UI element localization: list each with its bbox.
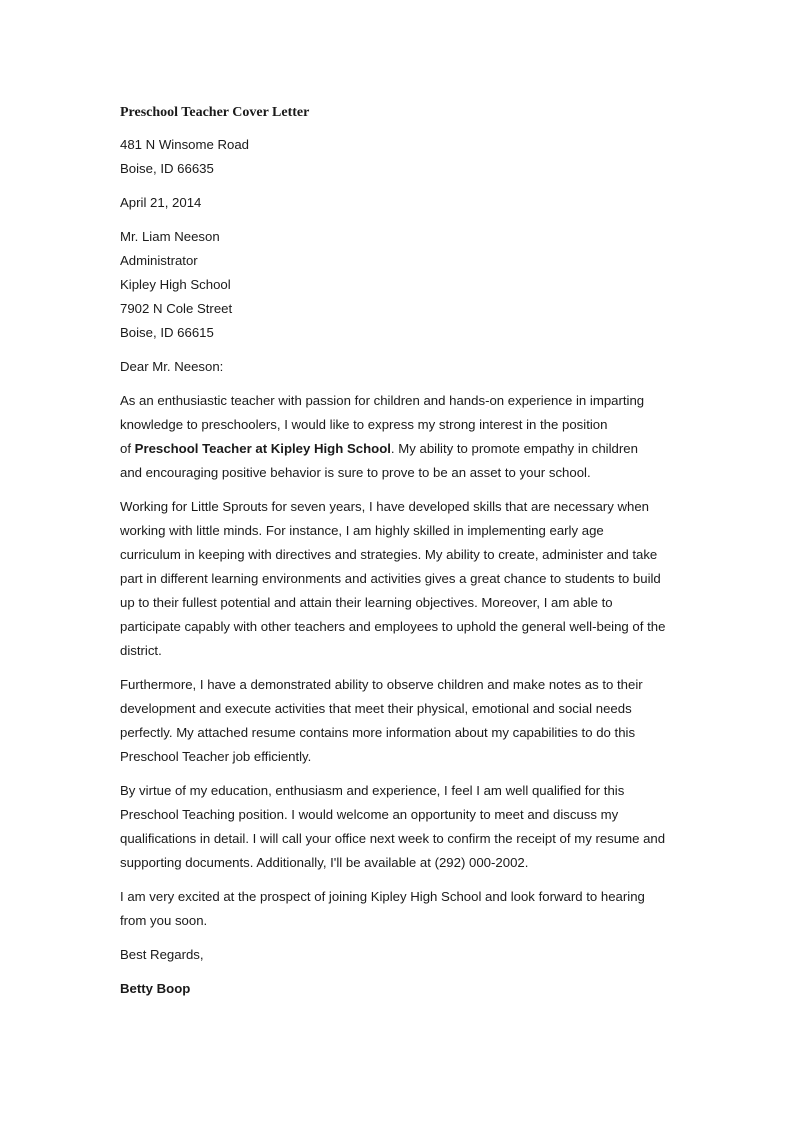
letter-content <box>120 103 668 1011</box>
paragraph-line: working with little minds. For instance, I am highly skilled in implementing early age <box>120 523 604 538</box>
signature-name: Betty Boop <box>120 981 191 996</box>
recipient-line: 7902 N Cole Street <box>120 301 233 316</box>
paragraph-line: Working for Little Sprouts for seven years, I have developed skills that are necessary when <box>120 499 649 514</box>
salutation-text: Dear Mr. Neeson: <box>120 359 224 374</box>
letter-date <box>120 191 668 215</box>
paragraph-line: part in different learning environments and activities gives a great chance to students to build <box>120 571 661 586</box>
paragraph-intro <box>120 389 668 485</box>
closing-text: Best Regards, <box>120 947 204 962</box>
paragraph-closing <box>120 885 668 933</box>
paragraph-line: I am very excited at the prospect of joining Kipley High School and look forward to hearing <box>120 889 645 904</box>
paragraph-line: By virtue of my education, enthusiasm and experience, I feel I am well qualified for this <box>120 783 625 798</box>
recipient-line: Boise, ID 66615 <box>120 325 214 340</box>
paragraph-line: and encouraging positive behavior is sure to prove to be an asset to your school. <box>120 465 591 480</box>
sender-address-line: Boise, ID 66635 <box>120 161 214 176</box>
paragraph-line: knowledge to preschoolers, I would like to express my strong interest in the position <box>120 417 608 432</box>
sender-address <box>120 133 668 181</box>
paragraph-line: Preschool Teacher job efficiently. <box>120 749 312 764</box>
signature <box>120 977 668 1001</box>
recipient-address <box>120 225 668 345</box>
position-title: Preschool Teacher at Kipley High School <box>134 441 391 456</box>
recipient-line: Mr. Liam Neeson <box>120 229 220 244</box>
paragraph-line: participate capably with other teachers and employees to uphold the general well-being of the <box>120 619 666 634</box>
closing <box>120 943 668 967</box>
paragraph-line: perfectly. My attached resume contains more information about my capabilities to do this <box>120 725 636 740</box>
recipient-line: Kipley High School <box>120 277 231 292</box>
paragraph-line: up to their fullest potential and attain their learning objectives. Moreover, I am able to <box>120 595 613 610</box>
paragraph-line: from you soon. <box>120 913 208 928</box>
paragraph-qualifications <box>120 779 668 875</box>
paragraph-text: . My ability to promote empathy in children <box>390 441 638 456</box>
paragraph-line: supporting documents. Additionally, I'll be available at (292) 000-2002. <box>120 855 529 870</box>
paragraph-line: district. <box>120 643 162 658</box>
paragraph-abilities <box>120 673 668 769</box>
date-text: April 21, 2014 <box>120 195 202 210</box>
salutation <box>120 355 668 379</box>
paragraph-line: Furthermore, I have a demonstrated ability to observe children and make notes as to their <box>120 677 643 692</box>
paragraph-text: of <box>120 441 135 456</box>
paragraph-line: Preschool Teaching position. I would welcome an opportunity to meet and discuss my <box>120 807 619 822</box>
recipient-line: Administrator <box>120 253 198 268</box>
paragraph-line: As an enthusiastic teacher with passion for children and hands-on experience in imparting <box>120 393 645 408</box>
paragraph-line <box>120 437 668 461</box>
paragraph-line: development and execute activities that meet their physical, emotional and social needs <box>120 701 632 716</box>
paragraph-experience <box>120 495 668 663</box>
document-title: Preschool Teacher Cover Letter <box>120 105 310 120</box>
sender-address-line: 481 N Winsome Road <box>120 137 250 152</box>
paragraph-line: qualifications in detail. I will call your office next week to confirm the receipt of my resume and <box>120 831 666 846</box>
paragraph-line: curriculum in keeping with directives and strategies. My ability to create, administer and take <box>120 547 658 562</box>
